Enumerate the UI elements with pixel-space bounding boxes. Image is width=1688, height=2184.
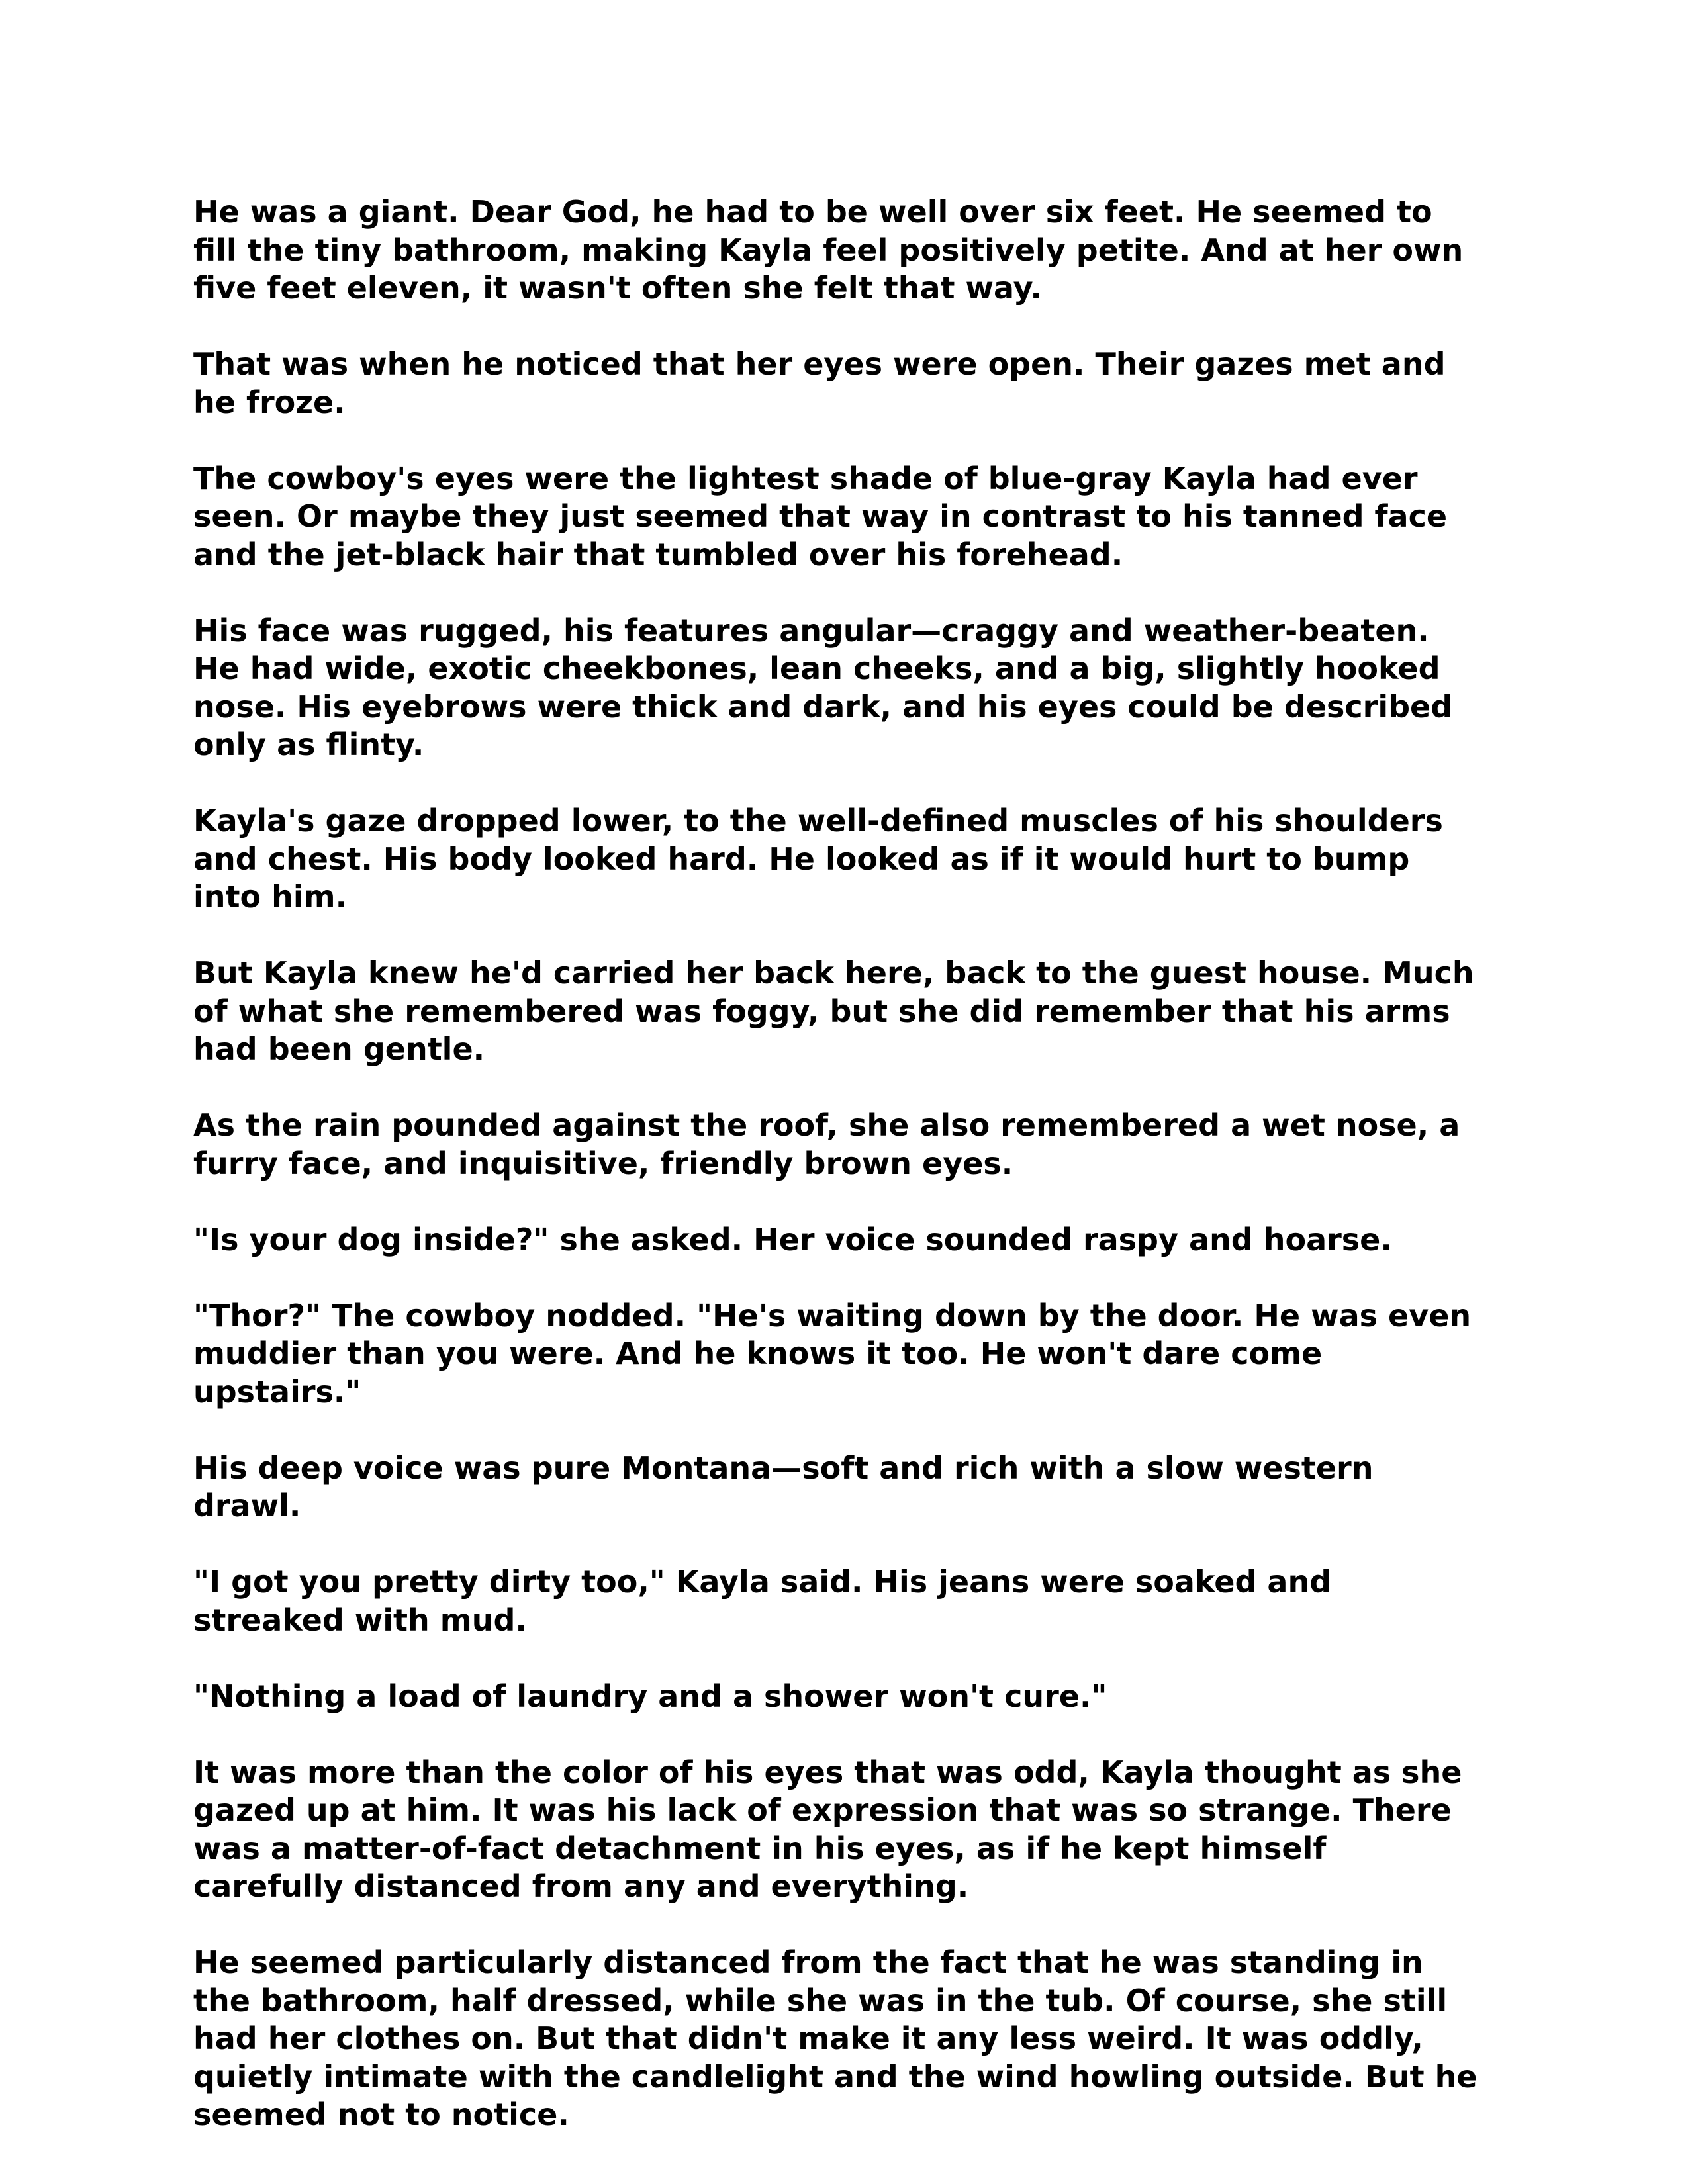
- paragraph-1: He was a giant. Dear God, he had to be well over six feet. He seemed to fill the tiny bathroom, making Kayla feel positively petite. And at her own five feet eleven, it wasn't often she felt that way.: [193, 194, 1464, 306]
- paragraph-9: "Thor?" The cowboy nodded. "He's waiting down by the door. He was even muddier than you were. And he knows it too. He won't dare come upstairs.": [193, 1297, 1472, 1410]
- paragraph-7: As the rain pounded against the roof, she also remembered a wet nose, a furry face, and inquisitive, friendly brown eyes.: [193, 1107, 1460, 1181]
- paragraph-3: The cowboy's eyes were the lightest shade of blue-gray Kayla had ever seen. Or maybe they just seemed that way in contrast to his tanned face and the jet-black hair that tumbled over his forehead.: [193, 460, 1448, 572]
- paragraph-12: "Nothing a load of laundry and a shower won't cure.": [193, 1678, 1107, 1714]
- paragraph-10: His deep voice was pure Montana—soft and rich with a slow western drawl.: [193, 1449, 1374, 1524]
- paragraph-13: It was more than the color of his eyes that was odd, Kayla thought as she gazed up at him. It was his lack of expression that was so strange. There was a matter-of-fact detachment in his eyes, as if he kept himself carefully distanced from any and everything.: [193, 1754, 1462, 1904]
- paragraph-2: That was when he noticed that her eyes were open. Their gazes met and he froze.: [193, 346, 1446, 420]
- paragraph-11: "I got you pretty dirty too," Kayla said. His jeans were soaked and streaked with mud.: [193, 1564, 1332, 1638]
- paragraph-4: His face was rugged, his features angular—craggy and weather-beaten. He had wide, exotic cheekbones, lean cheeks, and a big, slightly hooked nose. His eyebrows were thick and dark, and his eyes could be described only as flinty.: [193, 612, 1453, 762]
- paragraph-8: "Is your dog inside?" she asked. Her voice sounded raspy and hoarse.: [193, 1221, 1392, 1257]
- document-body: [193, 193, 1484, 2172]
- paragraph-5: Kayla's gaze dropped lower, to the well-defined muscles of his shoulders and chest. His body looked hard. He looked as if it would hurt to bump into him.: [193, 803, 1443, 915]
- paragraph-6: But Kayla knew he'd carried her back here, back to the guest house. Much of what she remembered was foggy, but she did remember that his arms had been gentle.: [193, 955, 1474, 1067]
- paragraph-14: He seemed particularly distanced from the fact that he was standing in the bathroom, half dressed, while she was in the tub. Of course, she still had her clothes on. But that didn't make it any less weird. It was oddly, quietly intimate with the candlelight and the wind howling outside. But he seemed not to notice.: [193, 1944, 1477, 2132]
